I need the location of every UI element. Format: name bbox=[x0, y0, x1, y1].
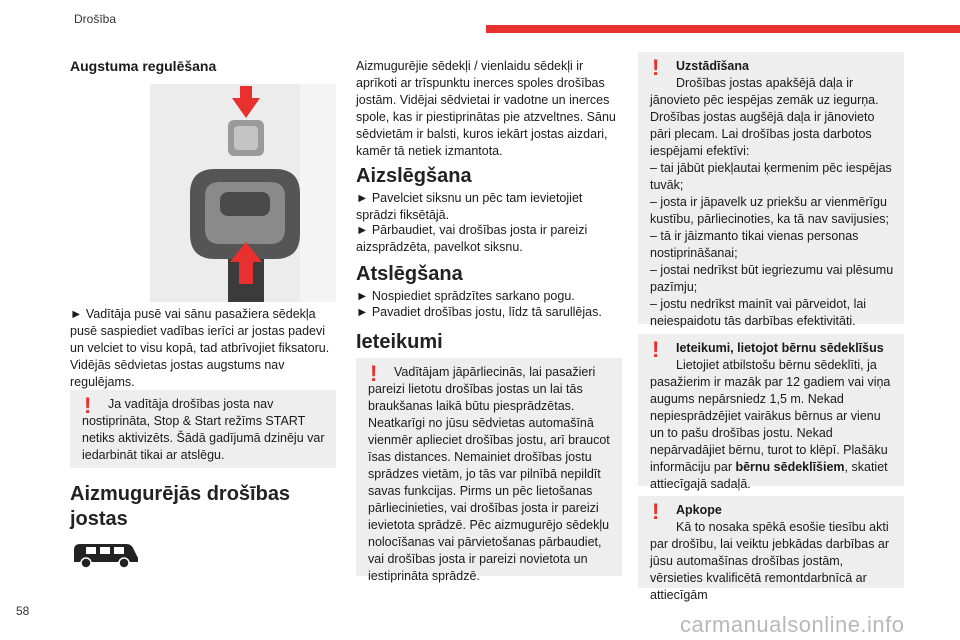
warning-icon: ! bbox=[652, 337, 660, 362]
install-item-4: – jostai nedrīkst būt iegriezumu vai plēsumu pazīmju; bbox=[650, 263, 894, 294]
children-link-bold: bērnu sēdeklīšiem bbox=[735, 460, 845, 474]
care-box bbox=[638, 496, 904, 602]
rear-belts-title: Aizmugurējās drošības jostas bbox=[70, 483, 291, 530]
lock-step-2: ► Pārbaudiet, vai drošības josta ir pareizi aizsprādzēta, pavelkot siksnu. bbox=[356, 223, 588, 254]
unlock-step-2: ► Pavadiet drošības jostu, līdz tā sarullējas. bbox=[356, 305, 602, 319]
install-item-3: – tā ir jāizmanto tikai vienas personas nostiprināšanai; bbox=[650, 229, 859, 260]
advice-text: Vadītājam jāpārliecinās, lai pasažieri pareizi lietotu drošības jostas un lai tās braukšanas laikā būtu piesprādzētas. Neatkarīgi no jūsu sēdvietas automašīnā vienmēr aplieciet drošības jostu, arī braucot īsas distances. Nemainiet drošības jostu sprādzes vietām, jo tās var pilnībā nepildīt savas funkcijas. Pirms un pēc lietošanas pārliecinieties, vai drošības josta ir pareizi ievietota sprādzē. Pēc aizmugurējo sēdekļu nolocīšanas vai pārvietošanas pārbaudiet, vai drošības josta ir pareizi novietota un iestiprināta sprādzē. bbox=[368, 365, 610, 583]
height-instruction: ► Vadītāja pusē vai sānu pasažiera sēdekļa pusē saspiediet vadības ierīci ar jostas padevi un velciet to visu kopā, tad atbrīvojiet fiksatoru. Vidējās sēdvietas jostas augstums nav regulējams. bbox=[70, 307, 330, 389]
warning-icon: ! bbox=[652, 55, 660, 80]
warning-icon: ! bbox=[652, 499, 660, 524]
unlock-step-1: ► Nospiediet sprādzītes sarkano pogu. bbox=[356, 289, 575, 303]
care-text: Kā to nosaka spēkā esošie tiesību akti par drošību, lai veiktu jebkādas darbības ar jūsu automašīnas drošības jostām, vērsieties kvalificētā remontdarbnīcā ar attiecīgām bbox=[650, 520, 890, 602]
rear-intro: Aizmugurējie sēdekļi / vienlaidu sēdekļi ir aprīkoti ar trīspunktu inerces spoles drošības jostām. Vidējai sēdvietai ir vadotne un inerces spole, kas ir piestiprinātas pie atzveltnes. Sānu sēdvietām ir balsti, kuros iekārt jostas aizdari, kamēr tā netiek izmantota. bbox=[356, 59, 616, 158]
watermark: carmanualsonline.info bbox=[680, 612, 905, 637]
install-box bbox=[638, 52, 904, 328]
advice-box bbox=[356, 358, 622, 583]
van-icon bbox=[70, 540, 140, 570]
warning-icon: ! bbox=[84, 393, 92, 418]
header-section: Drošība bbox=[74, 12, 117, 26]
seat-belt-height-adjust-icon bbox=[150, 84, 336, 302]
height-adjust-title: Augstuma regulēšana bbox=[70, 58, 217, 74]
lock-step-1: ► Pavelciet siksnu un pēc tam ievietojiet sprādzi fiksētājā. bbox=[356, 191, 583, 222]
care-title: Apkope bbox=[676, 503, 722, 517]
start-warning-text: Ja vadītāja drošības josta nav nostiprināta, Stop & Start režīms START netiks aktivizēts. Šādā gadījumā dzinēju var iedarbināt tikai ar atslēgu. bbox=[82, 397, 325, 462]
install-item-5: – jostu nedrīkst mainīt vai pārveidot, lai neiespaidotu tās darbības efektivitāti. bbox=[650, 297, 867, 328]
advice-title: Ieteikumi bbox=[356, 331, 443, 353]
lock-title: Aizslēgšana bbox=[356, 165, 472, 187]
children-text-tail: , skatiet attiecīgajā sadaļā. bbox=[650, 460, 888, 491]
header-accent-bar bbox=[486, 25, 960, 33]
seat-belt-illustration bbox=[150, 84, 336, 302]
unlock-title: Atslēgšana bbox=[356, 263, 463, 285]
install-item-1: – tai jābūt piekļautai ķermenim pēc iespējas tuvāk; bbox=[650, 161, 892, 192]
children-text-body: Lietojiet atbilstošu bērnu sēdeklīti, ja pasažierim ir mazāk par 12 gadiem vai viņa augums nepārsniedz 1,5 m. Nekad nepiesprādzējiet vairākus bērnus ar vienu un to pašu drošības jostu. Nekad nepārvadājiet bērnu, turot to klēpī. Plašāku informāciju par bbox=[650, 358, 891, 474]
start-warning-box bbox=[70, 390, 336, 468]
install-text: Drošības jostas apakšējā daļa ir jānovieto pēc iespējas zemāk uz iegurņa. Drošības jostas augšējā daļa ir jānovieto pāri plecam. Lai drošības josta darbotos iespējami efektīvi: bbox=[650, 76, 879, 158]
children-title: Ieteikumi, lietojot bērnu sēdeklīšus bbox=[676, 341, 884, 355]
page-number: 58 bbox=[16, 604, 30, 618]
install-item-2: – josta ir jāpavelk uz priekšu ar vienmērīgu kustību, pārliecinoties, ka tā nav savijusies; bbox=[650, 195, 890, 226]
install-title: Uzstādīšana bbox=[676, 59, 749, 73]
children-box bbox=[638, 334, 904, 491]
children-text bbox=[650, 357, 898, 493]
warning-icon: ! bbox=[370, 361, 378, 386]
